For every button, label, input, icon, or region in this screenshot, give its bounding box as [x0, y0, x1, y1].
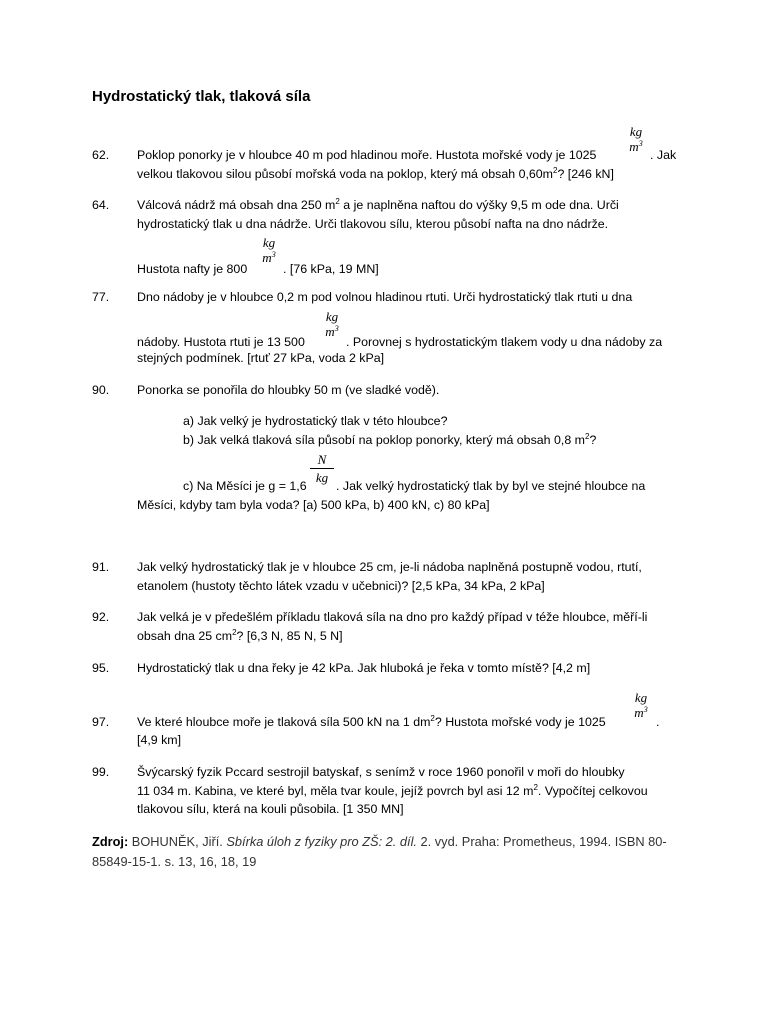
problem-text-line: Hustota nafty je 800: [137, 262, 248, 276]
problem-text-line: tlakovou sílu, která na kouli působila. [1 350 MN]: [137, 802, 404, 816]
problem-number: 62.: [92, 148, 110, 162]
source-citation: Zdroj: BOHUNĚK, Jiří. Sbírka úloh z fyziky pro ZŠ: 2. díl. 2. vyd. Praha: Prometheus, 1994. ISBN 80- 85849-15-1. s. 13, 16, 18, 19: [92, 834, 667, 869]
problem-number: 97.: [92, 715, 110, 729]
subquestion-c: c) Na Měsíci je g = 1,6: [183, 479, 307, 493]
unit-n-per-kg: N kg: [308, 452, 336, 485]
problem-text-line: . Jak velký hydrostatický tlak by byl ve stejné hloubce na: [336, 479, 646, 493]
problem-text-line: Poklop ponorky je v hloubce 40 m pod hladinou moře. Hustota mořské vody je 1025: [137, 148, 597, 162]
problem-text-line: Jak velká je v předešlém příkladu tlaková síla na dno pro každý případ v téže hloubce, měří-li: [137, 610, 648, 624]
problem-text-line: etanolem (hustoty těchto látek vzadu v učebnici)? [2,5 kPa, 34 kPa, 2 kPa]: [137, 579, 545, 593]
problem-text-line: Dno nádoby je v hloubce 0,2 m pod volnou hladinou rtuti. Urči hydrostatický tlak rtuti u dna: [137, 290, 633, 304]
problem-text-line: velkou tlakovou silou působí mořská voda na poklop, který má obsah $0,60m^2$? [246 kN]: [137, 166, 614, 181]
problem-text-line: Válcová nádrž má obsah dna 250 $m^2$ a je naplněna naftou do výšky 9,5 m ode dna. Urči: [137, 197, 619, 212]
problem-number: 90.: [92, 383, 110, 397]
problem-text-line: . Jak: [650, 148, 677, 162]
problem-text-line: stejných podmínek. [rtuť 27 kPa, voda 2 kPa]: [137, 351, 385, 365]
problem-text-line: .: [656, 715, 660, 729]
problem-text-line: 11 034 m. Kabina, ve které byl, měla tvar koule, jejíž povrch byl asi 12 $m^2$. Vypočítej celkovou: [137, 783, 648, 798]
problem-number: 92.: [92, 610, 110, 624]
problem-text-line: hydrostatický tlak u dna nádrže. Urči tlakovou sílu, kterou působí nafta na dno nádrže.: [137, 217, 609, 231]
subquestion-a: a) Jak velký je hydrostatický tlak v této hloubce?: [183, 414, 448, 428]
unit-kg-per-m3: kg $m^3$: [629, 124, 643, 154]
problem-text-line: [4,9 km]: [137, 733, 182, 747]
problem-number: 99.: [92, 765, 110, 779]
problem-text-line: Měsíci, kdyby tam byla voda? [a) 500 kPa, b) 400 kN, c) 80 kPa]: [137, 498, 490, 512]
page-title: Hydrostatický tlak, tlaková síla: [92, 88, 311, 105]
problem-text-line: . Porovnej s hydrostatickým tlakem vody u dna nádoby za: [346, 335, 663, 349]
problem-text-line: nádoby. Hustota rtuti je 13 500: [137, 335, 305, 349]
unit-kg-per-m3: kg $m^3$: [634, 690, 648, 720]
problem-number: 91.: [92, 560, 110, 574]
problem-text-line: Jak velký hydrostatický tlak je v hloubce 25 cm, je-li nádoba naplněná postupně vodou, rtutí,: [137, 560, 642, 574]
problem-text-line: obsah dna 25 $cm^2$? [6,3 N, 85 N, 5 N]: [137, 628, 343, 643]
problem-text-line: Hydrostatický tlak u dna řeky je 42 kPa. Jak hluboká je řeka v tomto místě? [4,2 m]: [137, 661, 591, 675]
problem-number: 64.: [92, 198, 110, 212]
subquestion-b: b) Jak velká tlaková síla působí na poklop ponorky, který má obsah 0,8 $m^2$?: [183, 432, 597, 447]
problem-text-line: Švýcarský fyzik Pccard sestrojil batyskaf, s senímž v roce 1960 ponořil v moři do hloubky: [137, 765, 625, 779]
unit-kg-per-m3: kg $m^3$: [325, 309, 339, 339]
problem-number: 95.: [92, 661, 110, 675]
problem-text-line: Ve které hloubce moře je tlaková síla 500 kN na 1 $dm^2$? Hustota mořské vody je 1025: [137, 714, 606, 729]
unit-kg-per-m3: kg $m^3$: [262, 235, 276, 265]
problem-text-line: Ponorka se ponořila do hloubky 50 m (ve sladké vodě).: [137, 383, 440, 397]
problem-number: 77.: [92, 290, 110, 304]
problem-text-line: . [76 kPa, 19 MN]: [283, 262, 379, 276]
